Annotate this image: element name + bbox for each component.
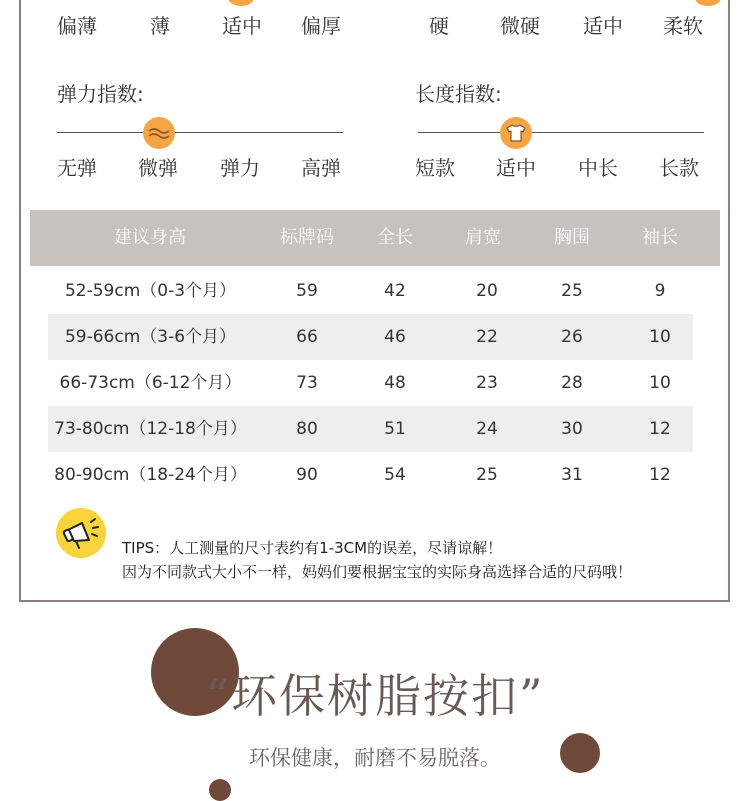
length-label: 中长 xyxy=(578,156,618,180)
table-row xyxy=(48,452,693,498)
thickness-label: 偏厚 xyxy=(301,14,341,38)
cell-sleeve: 12 xyxy=(649,419,671,439)
length-track xyxy=(418,132,704,133)
cell-chest: 31 xyxy=(561,465,583,485)
cell-sleeve: 10 xyxy=(649,373,671,393)
cell-length: 51 xyxy=(384,419,406,439)
length-title: 长度指数: xyxy=(415,82,502,106)
header-height: 建议身高 xyxy=(114,227,186,248)
softness-label: 适中 xyxy=(583,14,623,38)
table-row xyxy=(48,268,693,314)
table-row xyxy=(48,314,693,360)
softness-label: 柔软 xyxy=(663,14,703,38)
cell-chest: 26 xyxy=(561,327,583,347)
cell-sleeve: 10 xyxy=(649,327,671,347)
cell-height: 52-59cm（0-3个月） xyxy=(64,281,237,301)
length-label: 适中 xyxy=(496,156,536,180)
feature-subtitle: 环保健康，耐磨不易脱落。 xyxy=(249,746,501,770)
size-table-header xyxy=(30,210,720,266)
cell-shoulder: 23 xyxy=(476,373,498,393)
cell-chest: 30 xyxy=(561,419,583,439)
header-shoulder: 肩宽 xyxy=(465,227,501,248)
cell-chest: 28 xyxy=(561,373,583,393)
cell-shoulder: 24 xyxy=(476,419,498,439)
cell-sleeve: 12 xyxy=(649,465,671,485)
cell-height: 73-80cm（12-18个月） xyxy=(54,419,247,439)
feature-title: “环保树脂按扣” xyxy=(205,669,545,723)
decorative-dot-small xyxy=(209,779,231,801)
cell-tag-size: 59 xyxy=(296,281,318,301)
cell-length: 54 xyxy=(384,465,406,485)
softness-label: 微硬 xyxy=(500,14,540,38)
cell-tag-size: 73 xyxy=(296,373,318,393)
header-tag-size: 标牌码 xyxy=(280,227,334,248)
cell-shoulder: 20 xyxy=(476,281,498,301)
cell-chest: 25 xyxy=(561,281,583,301)
wave-icon xyxy=(148,126,170,140)
cell-tag-size: 66 xyxy=(296,327,318,347)
thickness-label: 薄 xyxy=(150,14,170,38)
length-scale xyxy=(0,152,750,182)
softness-label: 硬 xyxy=(429,14,449,38)
cell-shoulder: 25 xyxy=(476,465,498,485)
cell-length: 42 xyxy=(384,281,406,301)
header-chest: 胸围 xyxy=(554,227,590,248)
thickness-label: 偏薄 xyxy=(57,14,97,38)
elasticity-title: 弹力指数: xyxy=(57,82,144,106)
tshirt-icon xyxy=(506,124,526,142)
tips-line-2: 因为不同款式大小不一样，妈妈们要根据宝宝的实际身高选择合适的尺码哦！ xyxy=(122,563,633,581)
cell-tag-size: 80 xyxy=(296,419,318,439)
thickness-label: 适中 xyxy=(222,14,262,38)
header-length: 全长 xyxy=(377,227,413,248)
megaphone-icon xyxy=(56,508,106,558)
cell-height: 80-90cm（18-24个月） xyxy=(54,465,247,485)
elasticity-track xyxy=(57,132,343,133)
length-label: 长款 xyxy=(659,156,699,180)
elasticity-label: 无弹 xyxy=(57,156,97,180)
cell-height: 66-73cm（6-12个月） xyxy=(59,373,242,393)
cell-shoulder: 22 xyxy=(476,327,498,347)
elasticity-label: 弹力 xyxy=(220,156,260,180)
table-row xyxy=(48,360,693,406)
elasticity-label: 微弹 xyxy=(138,156,178,180)
tips-line-1: TIPS：人工测量的尺寸表约有1-3CM的误差，尽请谅解！ xyxy=(122,539,503,557)
softness-scale xyxy=(0,10,750,40)
header-sleeve: 袖长 xyxy=(642,227,678,248)
cell-sleeve: 9 xyxy=(654,281,666,301)
length-marker xyxy=(500,117,532,149)
length-label: 短款 xyxy=(415,156,455,180)
elasticity-marker xyxy=(143,117,175,149)
cell-length: 46 xyxy=(384,327,406,347)
elasticity-label: 高弹 xyxy=(301,156,341,180)
cell-length: 48 xyxy=(384,373,406,393)
table-row xyxy=(48,406,693,452)
cell-height: 59-66cm（3-6个月） xyxy=(64,327,237,347)
cell-tag-size: 90 xyxy=(296,465,318,485)
